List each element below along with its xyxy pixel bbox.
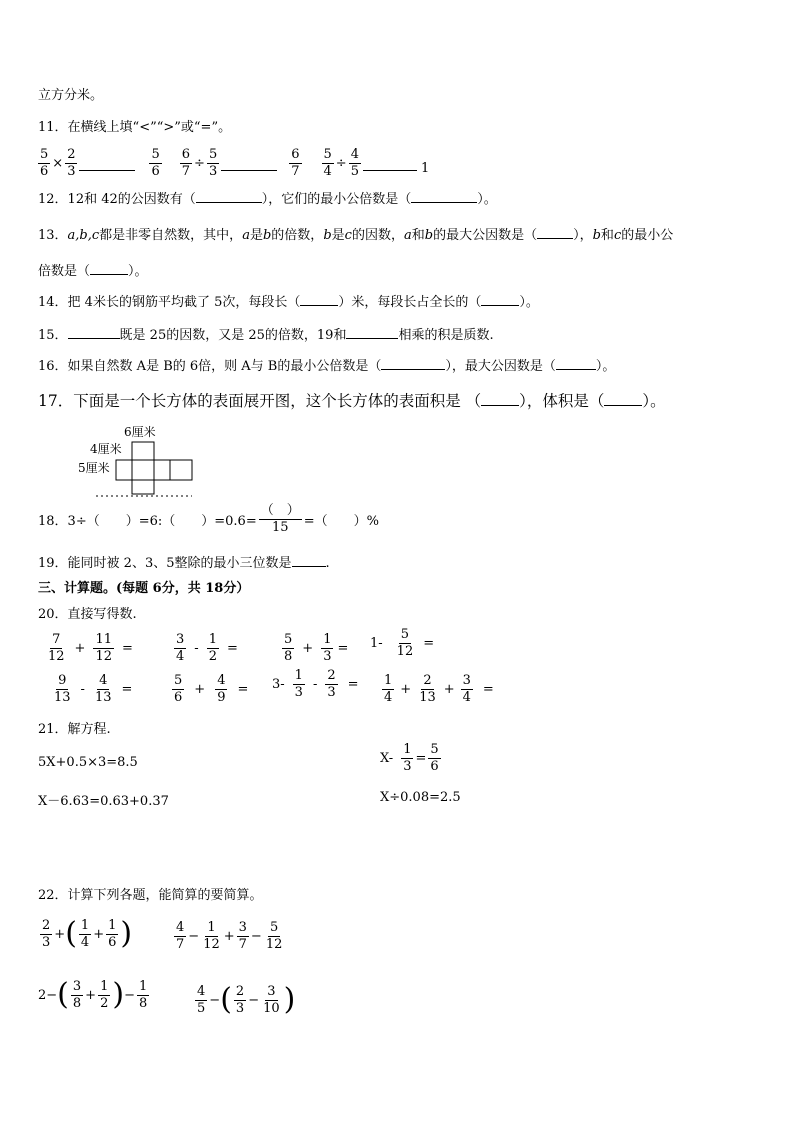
equation: X÷0.08=2.5 — [380, 790, 461, 805]
question-13-line1: 13．a,b,c都是非零自然数，其中，a是b的倍数，b是c的因数，a和b的最大公因数是（ ），b和c的最小公 — [38, 228, 674, 243]
net-face — [132, 460, 154, 480]
answer-blank[interactable] — [411, 202, 477, 203]
answer-blank[interactable] — [346, 338, 398, 339]
answer-blank[interactable] — [79, 170, 135, 171]
fraction: $\frac{5}{6}$ — [151, 147, 160, 179]
equation: X－6.63=0.63+0.37 — [38, 794, 169, 809]
cuboid-net-diagram — [60, 420, 210, 498]
fraction: $\frac{2}{3}$ — [67, 147, 76, 179]
calc-item: $\frac{9}{13}$ - $\frac{4}{13}$ = — [54, 673, 133, 705]
section-heading: 三、计算题。(每题 6分，共 18分） — [38, 581, 250, 596]
answer-blank[interactable] — [363, 170, 417, 171]
net-face — [132, 480, 154, 494]
answer-blank[interactable] — [221, 170, 277, 171]
answer-blank[interactable] — [68, 338, 120, 339]
question-17: 17．下面是一个长方体的表面展开图，这个长方体的表面积是 （ ），体积是（ ）。 — [38, 392, 666, 410]
question-11-expressions: $\frac{5}{6}$ × $\frac{2}{3}$ $\frac{5}{6}$ $\frac{6}{7}$ ÷ $\frac{5}{3}$ $\frac{6}{7}$ $\frac{5}{4}$ ÷ $\frac{4}{5}$ 1 — [40, 147, 430, 179]
calc-item: $\frac{3}{4}$ - $\frac{1}{2}$ = — [176, 632, 238, 664]
question-22-prompt: 22．计算下列各题，能简算的要简算。 — [38, 888, 263, 903]
calc-expression: $\frac{4}{5}$ − ( $\frac{2}{3}$ − $\frac{3}{10}$ ) — [197, 982, 296, 1018]
continuation-text: 立方分米。 — [38, 88, 104, 103]
question-15: 15． 既是 25的因数，又是 25的倍数，19和 相乘的积是质数. — [38, 328, 494, 343]
label-mid: 4厘米 — [90, 442, 122, 456]
calc-expression: 2− ( $\frac{3}{8}$ + $\frac{1}{2}$ ) − $\frac{1}{8}$ — [38, 977, 148, 1013]
answer-blank[interactable] — [300, 305, 338, 306]
net-face — [132, 442, 154, 460]
question-21-prompt: 21．解方程. — [38, 722, 111, 737]
answer-blank[interactable] — [556, 369, 596, 370]
answer-blank[interactable] — [604, 405, 642, 406]
fraction: $\frac{5}{6}$ — [40, 147, 49, 179]
answer-blank[interactable] — [481, 305, 519, 306]
calc-expression: $\frac{2}{3}$ + ( $\frac{1}{4}$ + $\frac{1}{6}$ ) — [42, 916, 133, 952]
calc-item: $\frac{5}{6}$ + $\frac{4}{9}$ = — [174, 673, 249, 705]
answer-blank[interactable] — [481, 405, 519, 406]
equation: X- $\frac{1}{3}$ = $\frac{5}{6}$ — [380, 742, 439, 774]
answer-blank[interactable] — [90, 274, 128, 275]
calc-item: $\frac{7}{12}$ + $\frac{11}{12}$ = — [48, 632, 133, 664]
question-20-prompt: 20．直接写得数. — [38, 607, 137, 622]
calc-item: $\frac{1}{4}$ + $\frac{2}{13}$ + $\frac{3}{4}$ = — [384, 673, 494, 705]
label-top: 6厘米 — [124, 425, 156, 439]
answer-blank[interactable] — [537, 238, 573, 239]
fraction: $\frac{5}{3}$ — [208, 147, 218, 179]
question-18: 18．3÷（ ）=6:（ ）=0.6= $\frac{( )}{15}$ =（ ）% — [38, 503, 379, 535]
question-12: 12．12和 42的公因数有（ ），它们的最小公倍数是（ ）。 — [38, 192, 497, 207]
answer-blank[interactable] — [196, 202, 262, 203]
fraction: $\frac{6}{7}$ — [181, 147, 191, 179]
fraction: $\frac{4}{5}$ — [350, 147, 359, 179]
net-face — [170, 460, 192, 480]
question-14: 14．把 4米长的钢筋平均截了 5次，每段长（ ）米，每段长占全长的（ ）。 — [38, 295, 539, 310]
calc-item: 1- $\frac{5}{12}$ = — [370, 627, 435, 659]
question-13-line2: 倍数是（ ）。 — [38, 264, 148, 279]
calc-item: 3- $\frac{1}{3}$ - $\frac{2}{3}$ = — [272, 668, 359, 700]
answer-blank[interactable] — [381, 369, 445, 370]
answer-blank[interactable] — [292, 566, 326, 567]
fraction: $\frac{5}{4}$ — [323, 147, 332, 179]
equation: 5X+0.5×3=8.5 — [38, 755, 138, 770]
calc-item: $\frac{5}{8}$ + $\frac{1}{3}$ = — [284, 632, 349, 664]
net-face — [116, 460, 132, 480]
net-face — [154, 460, 170, 480]
question-19: 19．能同时被 2、3、5整除的最小三位数是 . — [38, 556, 330, 571]
fraction: $\frac{6}{7}$ — [291, 147, 300, 179]
label-left: 5厘米 — [78, 461, 110, 475]
question-16: 16．如果自然数 A是 B的 6倍，则 A与 B的最小公倍数是（ ），最大公因数是（ ）。 — [38, 359, 616, 374]
calc-expression: $\frac{4}{7}$ − $\frac{1}{12}$ + $\frac{3}{7}$ − $\frac{5}{12}$ — [176, 920, 283, 952]
question-11-prompt: 11．在横线上填“<”“>”或“=”。 — [38, 120, 232, 135]
